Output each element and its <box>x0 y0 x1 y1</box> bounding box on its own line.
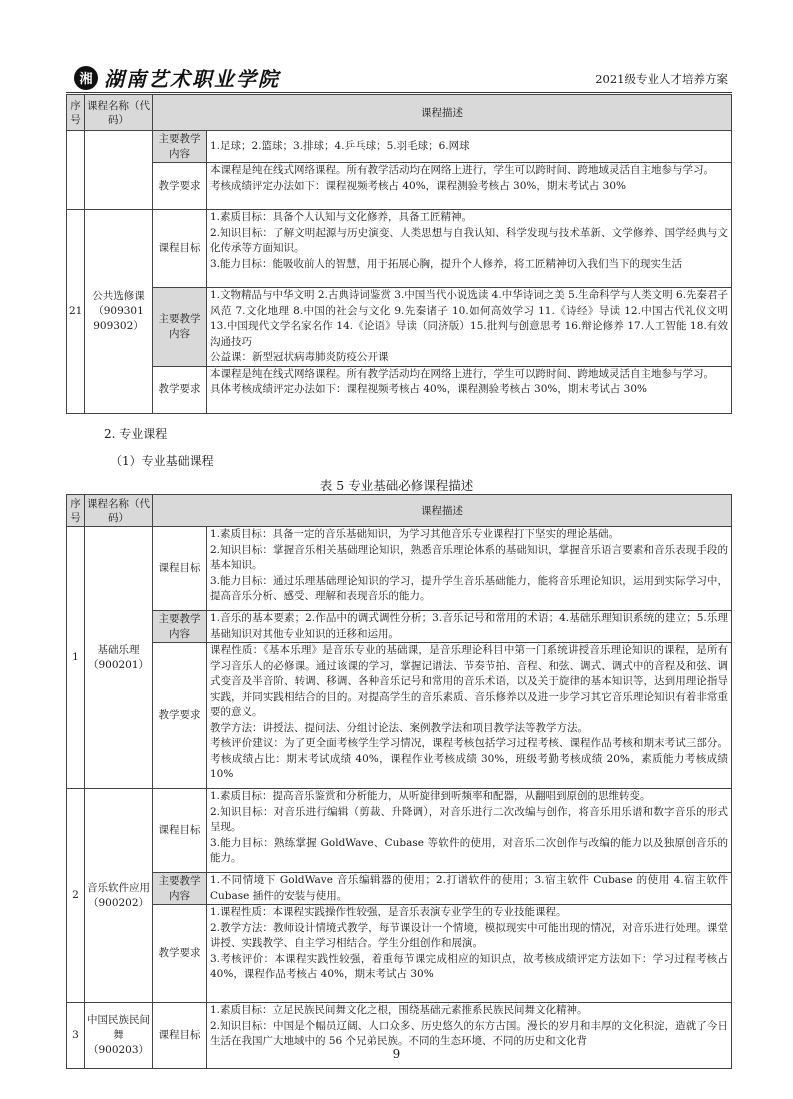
requirement-line: 本课程是纯在线式网络课程。所有教学活动均在网络上进行，学生可以跨时间、跨地域灵活自主地参与学习。 <box>210 164 714 176</box>
row-label-content: 主要教学内容 <box>153 611 207 643</box>
course-number: 2 <box>67 789 85 1003</box>
page-number: 9 <box>392 1047 401 1061</box>
col-header-name: 课程名称（代码） <box>85 495 153 527</box>
requirement-line: 本课程是纯在线式网络课程。所有教学活动均在网络上进行，学生可以跨时间、跨地域灵活自主地参与学习。 <box>210 367 714 380</box>
row-label-goal: 课程目标 <box>153 1003 207 1069</box>
table-cell-no <box>67 131 85 210</box>
goal-line: 2.知识目标：对音乐进行编辑（剪裁、升降调），对音乐进行二次改编与创作，将音乐用乐谱和数字音乐的形式呈现。 <box>210 805 728 833</box>
course-content: 1.不同情境下 GoldWave 音乐编辑器的使用；2.打谱软件的使用；3.宿主软件 Cubase 的使用 4.宿主软件 Cubase 插件的安装与使用。 <box>207 873 732 905</box>
content-line: 公益课：新型冠状病毒肺炎防疫公开课 <box>210 351 389 363</box>
course-number: 3 <box>67 1003 85 1069</box>
requirement-line: 教学方法：讲授法、提问法、分组讨论法、案例教学法和项目教学法等教学方法。 <box>210 721 588 734</box>
course-goals <box>207 789 732 873</box>
course-requirements <box>207 163 732 210</box>
row-label-requirements: 教学要求 <box>153 163 207 210</box>
school-name: 湖南艺术职业学院 <box>104 67 280 91</box>
col-header-desc: 课程描述 <box>153 495 732 527</box>
course-content <box>207 288 732 367</box>
goal-line: 3.能力目标：通过乐理基础理论知识的学习，提升学生音乐基础能力，能将音乐理论知识，运用到实际学习中，提高音乐分析、感受、理解和表现音乐的能力。 <box>210 574 728 602</box>
course-goals <box>207 527 732 611</box>
requirement-line: 具体考核成绩评定办法如下：课程视频考核占 40%，课程测验考核占 30%，期末考试占 30% <box>210 383 648 395</box>
requirement-line: 3.考核评价：本课程实践性较强，着重每节课完成相应的知识点，故考核成绩评定方法如下：学习过程考核占 40%，课程作品考核占 40%，期末考试占 30% <box>210 952 728 980</box>
row-label-content: 主要教学内容 <box>153 131 207 163</box>
table-caption: 表 5 专业基础必修课程描述 <box>319 478 474 493</box>
section-heading: 2. 专业课程 <box>104 427 168 441</box>
row-label-content: 主要教学内容 <box>153 873 207 905</box>
goal-line: 1.素质目标：具备一定的音乐基础知识，为学习其他音乐专业课程打下坚实的理论基础。 <box>210 528 620 540</box>
col-header-name: 课程名称（代码） <box>85 95 153 131</box>
row-label-content: 主要教学内容 <box>153 288 207 367</box>
subsection-heading: （1）专业基础课程 <box>110 454 214 468</box>
goal-line: 1.素质目标：具备个人认知与文化修养，具备工匠精神。 <box>210 211 473 223</box>
requirement-line: 考核成绩评定办法如下：课程视频考核占 40%，课程测验考核占 30%，期末考试占 30% <box>210 179 627 192</box>
school-emblem-icon: 湘 <box>74 66 98 90</box>
content-line: 1.文物精品与中华文明 2.古典诗词鉴赏 3.中国当代小说选读 4.中华诗词之美 5.生命科学与人类文明 6.先秦君子风范 7.文化地理 8.中国的社会与文化 9.先秦诸子 10.如何高效学习 11.《诗经》导读 12.中国古代礼仪文明 13.中国现代文学名家名作 14.《论语》导读（同济版）15.批判与创意思考 16.辩论修养 17.人工智能 18.有效沟通技巧 <box>210 289 728 348</box>
course-content: 1.音乐的基本要素；2.作品中的调式调性分析；3.音乐记号和常用的术语；4.基础乐理知识系统的建立；5.乐理基础知识对其他专业知识的迁移和运用。 <box>207 611 732 643</box>
goal-line: 1.素质目标：立足民族民间舞文化之根，围绕基础元素推系民族民间舞文化精神。 <box>210 1004 588 1016</box>
goal-line: 3.能力目标：能吸收前人的智慧，用于拓展心胸，提升个人修养，将工匠精神切入我们当下的现实生活 <box>210 257 683 270</box>
col-header-desc: 课程描述 <box>153 95 732 131</box>
col-header-no: 序号 <box>67 495 85 527</box>
course-requirements <box>207 366 732 413</box>
page-header <box>66 62 732 93</box>
requirement-line: 2.教学方法：教师设计情境式教学，每节课设计一个情境，模拟现实中可能出现的情况，对音乐进行处理。课堂讲授、实践教学、自主学习相结合。学生分组创作和展演。 <box>210 921 728 949</box>
requirement-line: 1.课程性质：本课程实践操作性较强，是音乐表演专业学生的专业技能课程。 <box>210 906 567 918</box>
row-label-requirements: 教学要求 <box>153 366 207 413</box>
public-course-table <box>66 94 732 414</box>
course-name: 基础乐理（900201） <box>85 527 153 789</box>
school-logo <box>74 63 280 92</box>
goal-line: 2.知识目标：掌握音乐相关基础理论知识，熟悉音乐理论体系的基础知识，掌握音乐语言要素和音乐表现手段的基本知识。 <box>210 543 728 571</box>
course-name: 公共选修课（909301 909302） <box>85 210 153 414</box>
requirement-line: 课程性质：《基本乐理》是音乐专业的基础课，是音乐理论科目中第一门系统讲授音乐理论知识的课程，是所有学习音乐人的必修课。通过该课的学习，掌握记谱法、节奏节拍、音程、和弦、调式、调式中的音程及和弦、调式变音及半音阶、转调、移调、各种音乐记号和常用的音乐术语，以及关于旋律的基本知识等，达到用理论指导实践，并同实践相结合的目的。对提高学生的音乐素质、音乐修养以及进一步学习其它音乐理论知识有着非常重要的意义。 <box>210 644 728 718</box>
course-number: 1 <box>67 527 85 789</box>
course-requirements <box>207 643 732 789</box>
goal-line: 1.素质目标：提高音乐鉴赏和分析能力，从听旋律到听频率和配器，从翻唱到原创的思维转变。 <box>210 790 651 802</box>
foundation-course-table <box>66 494 732 1069</box>
row-label-requirements: 教学要求 <box>153 905 207 1003</box>
goal-line: 3.能力目标：熟练掌握 GoldWave、Cubase 等软件的使用，对音乐二次创作与改编的能力以及独原创音乐的能力。 <box>210 836 728 864</box>
row-label-goal: 课程目标 <box>153 527 207 611</box>
table-cell-name <box>85 131 153 210</box>
row-label-goal: 课程目标 <box>153 789 207 873</box>
row-label-requirements: 教学要求 <box>153 643 207 789</box>
course-goals <box>207 210 732 288</box>
course-name: 音乐软件应用（900202） <box>85 789 153 1003</box>
requirement-line: 考核评价建议：为了更全面考核学生学习情况，课程考核包括学习过程考核、课程作品考核和期末考试三部分。考核成绩占比：期末考试成绩 40%，课程作业考核成绩 30%，班级考勤考核成绩 20%，素质能力考核成绩 10% <box>210 737 728 780</box>
goal-line: 2.知识目标：中国是个幅员辽阔、人口众多、历史悠久的东方古国。漫长的岁月和丰厚的文化积淀，造就了今日生活在我国广大地域中的 56 个兄弟民族。不同的生态环境、不同的历史和文化背 <box>210 1019 728 1047</box>
course-content: 1.足球；2.篮球；3.排球；4.乒乓球；5.羽毛球；6.网球 <box>207 131 732 163</box>
goal-line: 2.知识目标：了解文明起源与历史演变、人类思想与自我认知、科学发现与技术革新、文学修养、国学经典与文化传承等方面知识。 <box>210 226 728 254</box>
document-title: 2021级专业人才培养方案 <box>595 72 728 86</box>
course-name: 中国民族民间舞（900203） <box>85 1003 153 1069</box>
course-requirements <box>207 905 732 1003</box>
col-header-no: 序号 <box>67 95 85 131</box>
row-label-goal: 课程目标 <box>153 210 207 288</box>
course-number: 21 <box>67 210 85 414</box>
